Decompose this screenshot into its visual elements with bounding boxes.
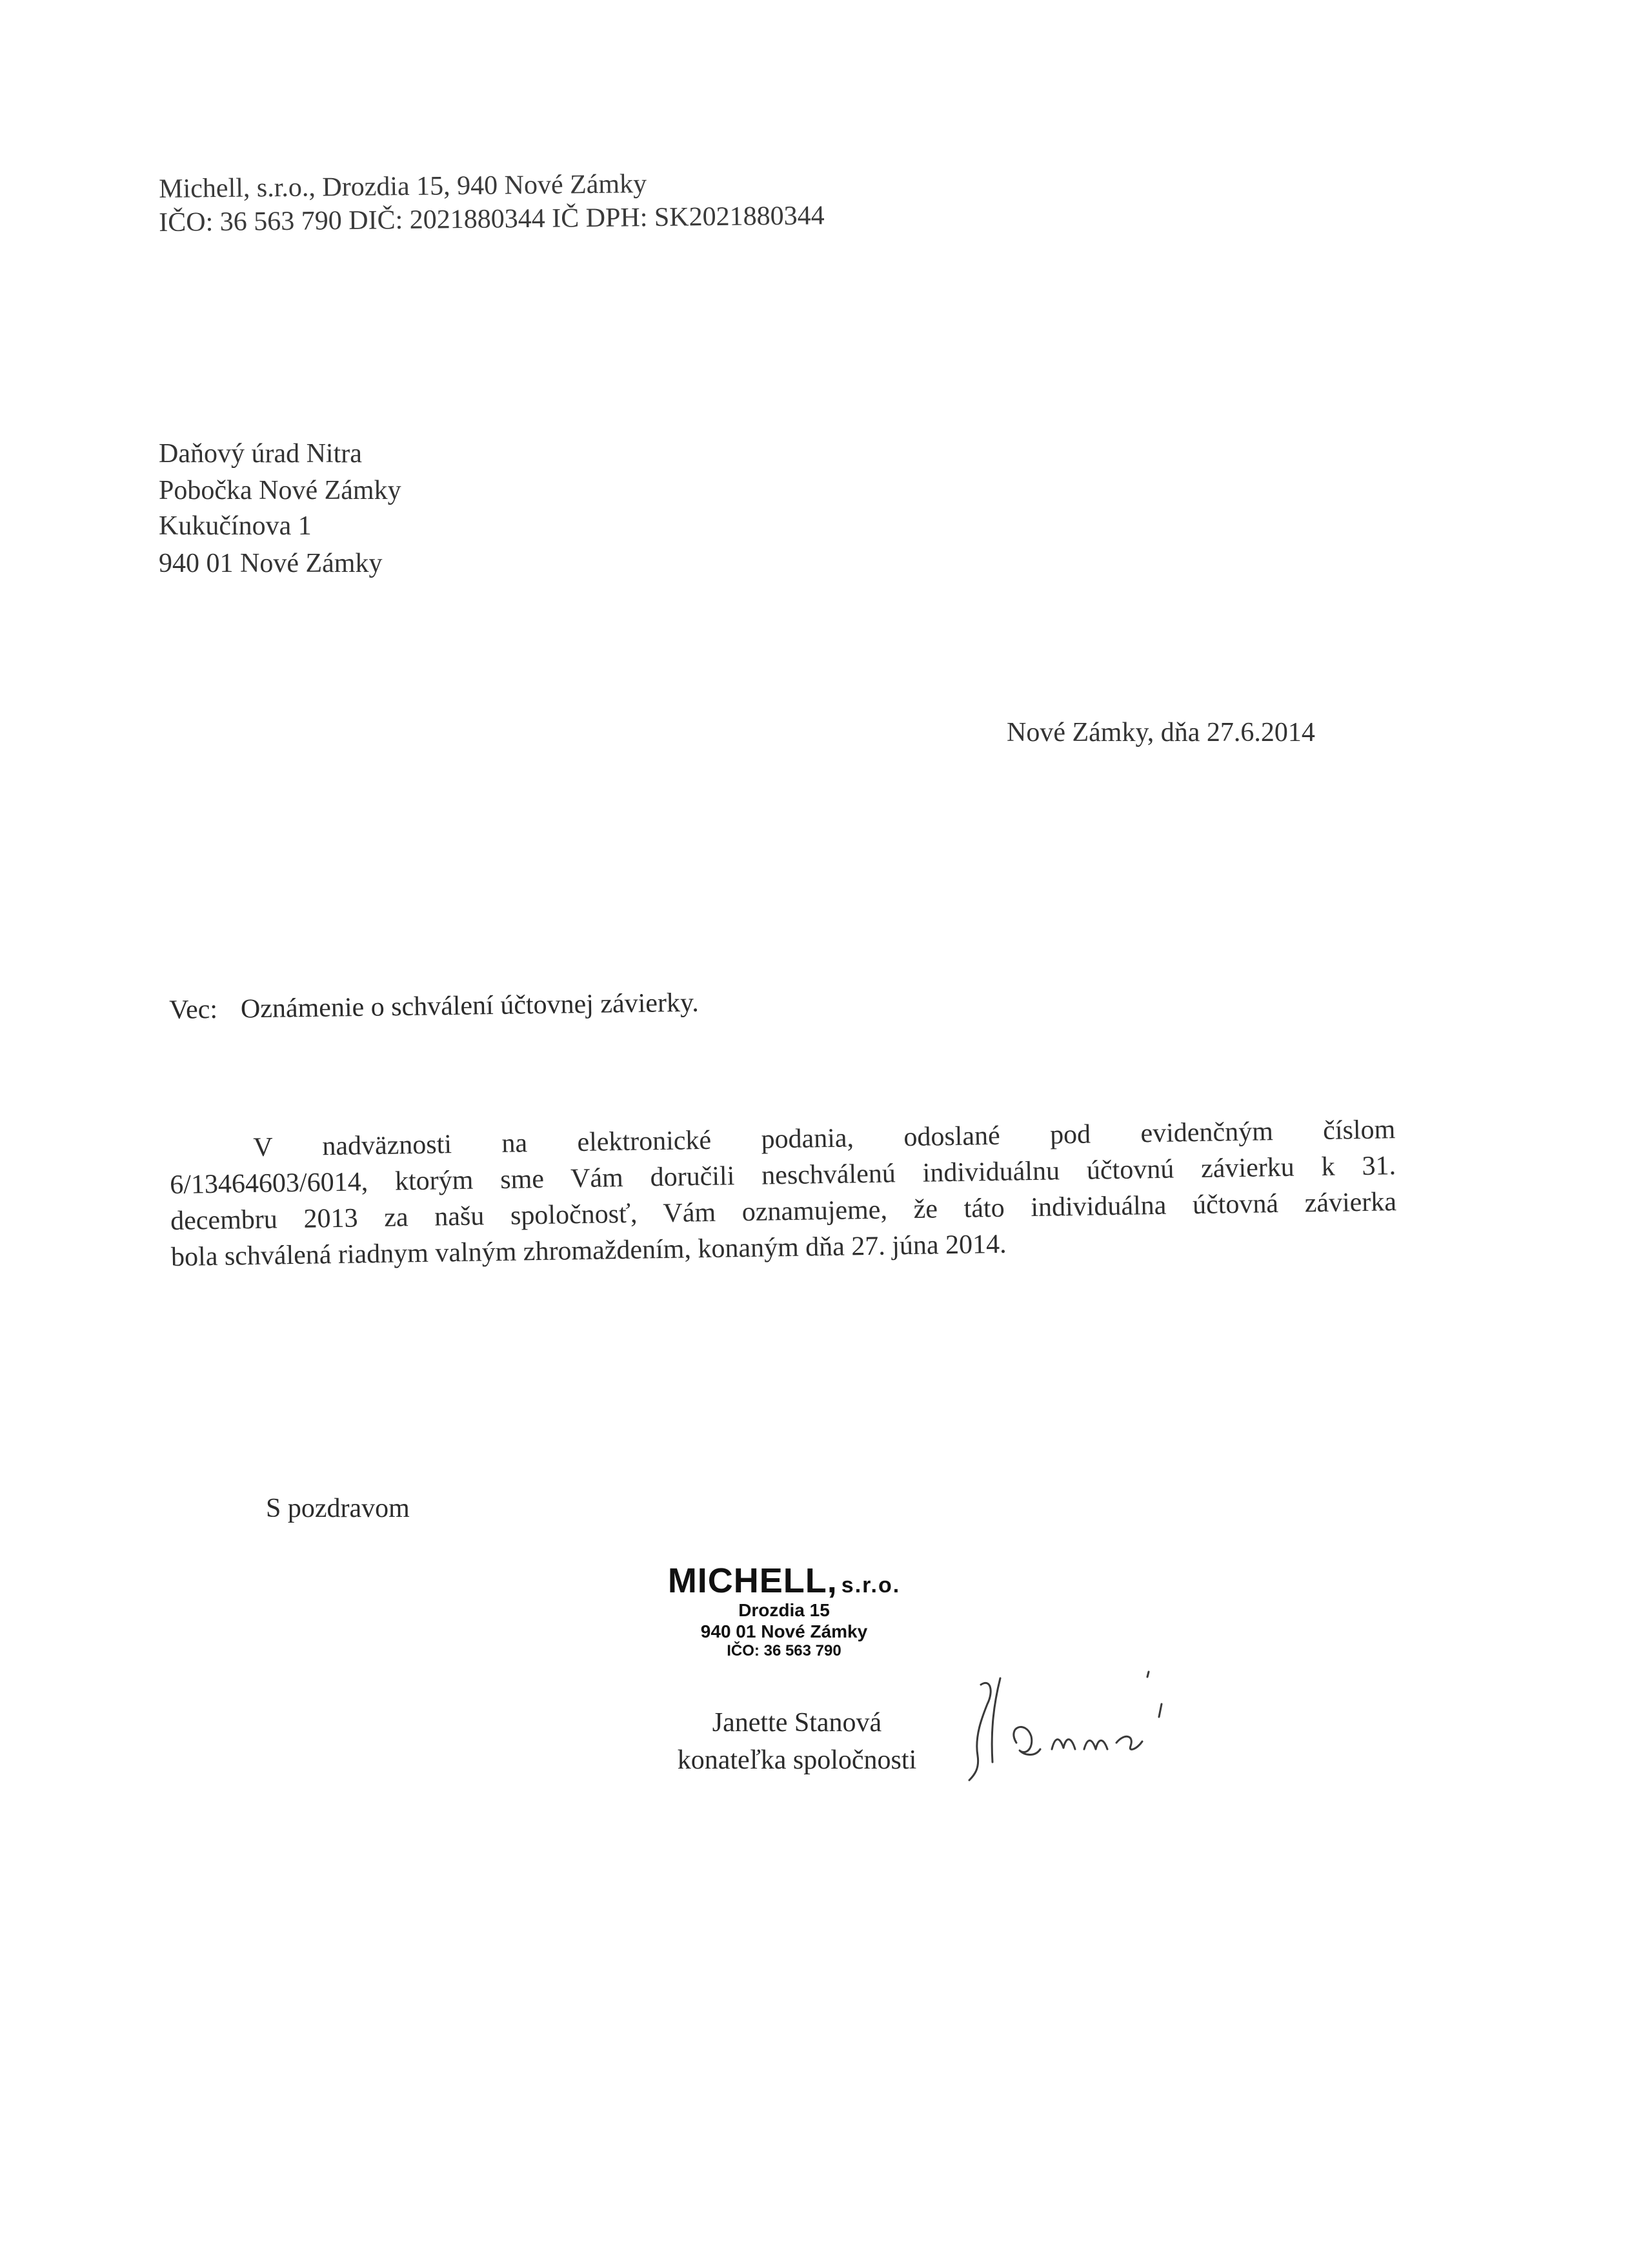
- body-line: decembru 2013 za našu spoločnosť, Vám oznamujeme, že táto individuálna účtovná závierka: [170, 1187, 1397, 1236]
- letter-date: Nové Zámky, dňa 27.6.2014: [1007, 718, 1315, 747]
- handwritten-signature: [955, 1665, 1187, 1794]
- body-line: bola schválená riadnym valným zhromaždením, konaným dňa 27. júna 2014.: [170, 1229, 1007, 1272]
- sender-tax-ids-line: IČO: 36 563 790 DIČ: 2021880344 IČ DPH: SK2021880344: [159, 201, 825, 238]
- subject-line: [169, 987, 699, 1027]
- sender-address-line: Michell, s.r.o., Drozdia 15, 940 Nové Zámky: [159, 169, 647, 204]
- subject-label: Vec:: [169, 994, 218, 1025]
- stamp-company-name: [632, 1562, 936, 1600]
- company-stamp: [632, 1562, 936, 1659]
- body-line: 6/13464603/6014, ktorým sme Vám doručili neschválenú individuálnu účtovnú závierku k 31.: [169, 1151, 1396, 1200]
- stamp-company-suffix: s.r.o.: [841, 1573, 901, 1598]
- recipient-branch: Pobočka Nové Zámky: [159, 476, 401, 505]
- signer-role: konateľka spoločnosti: [677, 1745, 917, 1775]
- stamp-street: Drozdia 15: [738, 1600, 830, 1621]
- body-line: V nadväznosti na elektronické podania, odoslané pod evidenčným číslom: [253, 1115, 1396, 1162]
- recipient-name: Daňový úrad Nitra: [159, 439, 362, 469]
- body-paragraph: [169, 1111, 1397, 1275]
- signer-name: Janette Stanová: [712, 1708, 882, 1738]
- subject-text: Oznámenie o schválení účtovnej závierky.: [240, 988, 700, 1024]
- stamp-ico: IČO: 36 563 790: [727, 1641, 841, 1659]
- closing-salutation: S pozdravom: [266, 1494, 410, 1523]
- stamp-city: 940 01 Nové Zámky: [700, 1621, 868, 1641]
- recipient-street: Kukučínova 1: [159, 511, 312, 541]
- signer-block: [645, 1704, 949, 1779]
- stamp-company: MICHELL,: [667, 1561, 838, 1600]
- recipient-city: 940 01 Nové Zámky: [159, 549, 383, 578]
